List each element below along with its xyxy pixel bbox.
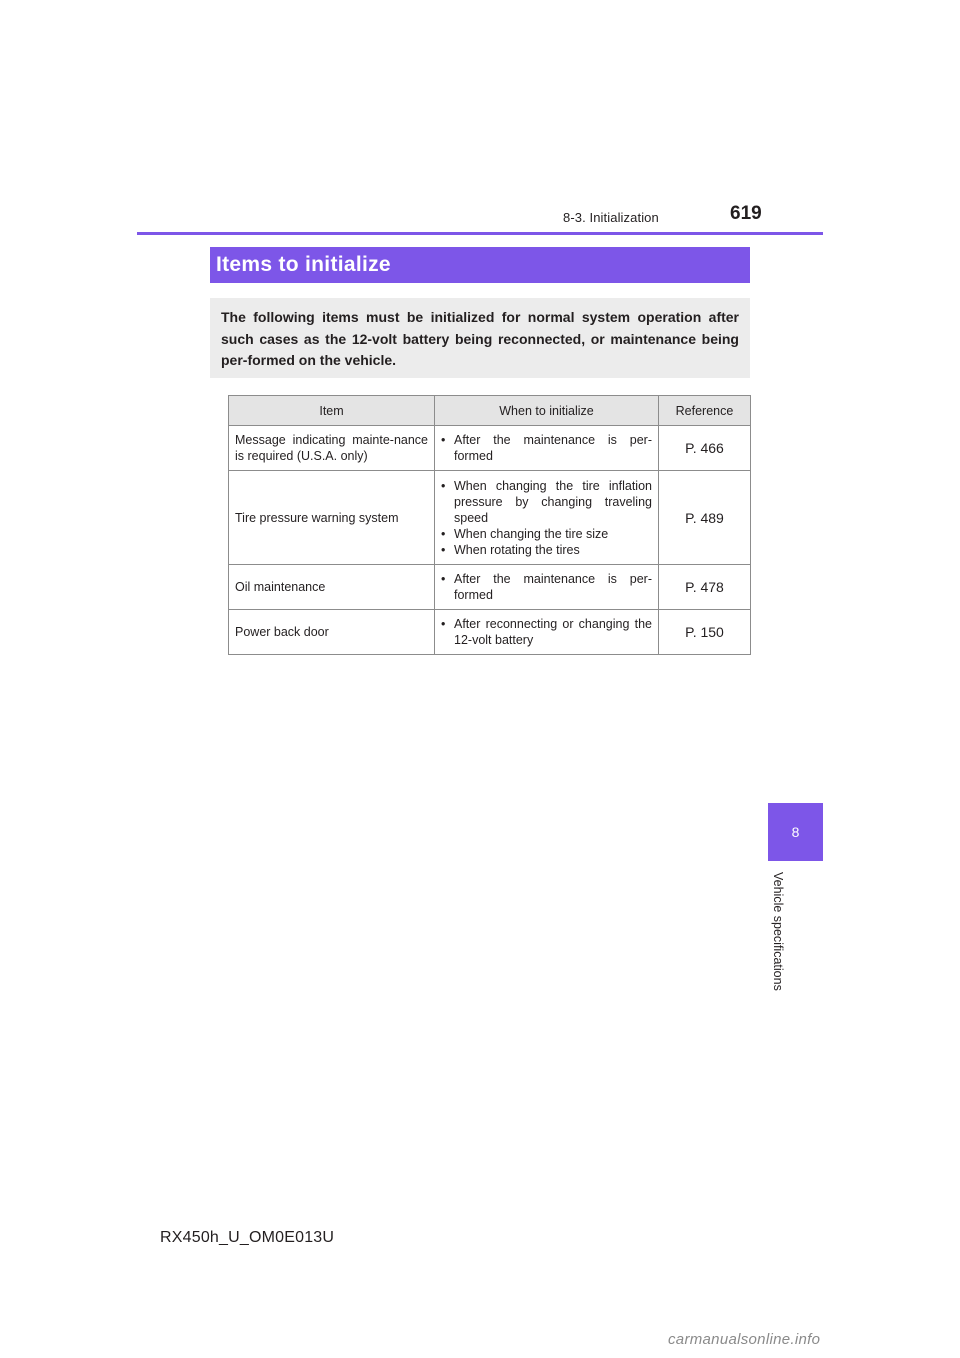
header-divider — [137, 232, 823, 235]
header-when: When to initialize — [435, 396, 659, 426]
table-row — [229, 565, 751, 610]
table-row — [229, 471, 751, 565]
item-cell: Message indicating mainte-nance is required (U.S.A. only) — [229, 426, 435, 471]
list-item — [441, 616, 652, 648]
list-item — [441, 542, 652, 558]
list-item — [441, 571, 652, 603]
table-row — [229, 426, 751, 471]
when-cell — [435, 426, 659, 471]
page-reference: P. 478 — [659, 565, 751, 610]
chapter-tab — [768, 803, 823, 861]
when-cell — [435, 610, 659, 655]
list-item — [441, 432, 652, 464]
chapter-number: 8 — [791, 824, 800, 840]
item-cell: Oil maintenance — [229, 565, 435, 610]
page-reference: P. 150 — [659, 610, 751, 655]
bullet-icon: • — [441, 542, 446, 557]
intro-text: The following items must be initialized for normal system operation after such cases as the 12-volt battery being reconnected, or maintenance being per-formed on the vehicle. — [221, 309, 739, 368]
item-cell: Power back door — [229, 610, 435, 655]
bullet-list — [441, 478, 652, 558]
bullet-icon: • — [441, 572, 446, 586]
page-title: Items to initialize — [216, 253, 391, 276]
watermark: carmanualsonline.info — [668, 1331, 821, 1348]
table-header-row — [229, 396, 751, 426]
bullet-text: After the maintenance is per-formed — [454, 572, 652, 602]
page-reference: P. 489 — [659, 471, 751, 565]
header-item: Item — [229, 396, 435, 426]
item-cell: Tire pressure warning system — [229, 471, 435, 565]
section-heading: 8-3. Initialization — [563, 210, 659, 225]
bullet-text: After the maintenance is per-formed — [454, 433, 652, 463]
bullet-icon: • — [441, 478, 446, 493]
list-item — [441, 478, 652, 526]
initialization-table — [228, 395, 751, 655]
bullet-icon: • — [441, 433, 446, 447]
list-item — [441, 526, 652, 542]
bullet-list — [441, 571, 652, 603]
table-row — [229, 610, 751, 655]
title-bar — [210, 247, 750, 283]
chapter-label: Vehicle specifications — [771, 872, 785, 991]
manual-code: RX450h_U_OM0E013U — [160, 1229, 335, 1246]
when-cell — [435, 565, 659, 610]
bullet-icon: • — [441, 526, 446, 541]
bullet-list — [441, 432, 652, 464]
page-number: 619 — [730, 203, 762, 224]
bullet-text: When rotating the tires — [454, 542, 580, 557]
page-reference: P. 466 — [659, 426, 751, 471]
when-cell — [435, 471, 659, 565]
bullet-text: When changing the tire size — [454, 526, 609, 541]
bullet-text: When changing the tire inflation pressure by changing traveling speed — [454, 478, 652, 525]
bullet-icon: • — [441, 617, 446, 631]
intro-box — [210, 298, 750, 378]
bullet-list — [441, 616, 652, 648]
header-reference: Reference — [659, 396, 751, 426]
bullet-text: After reconnecting or changing the 12-volt battery — [454, 617, 652, 647]
